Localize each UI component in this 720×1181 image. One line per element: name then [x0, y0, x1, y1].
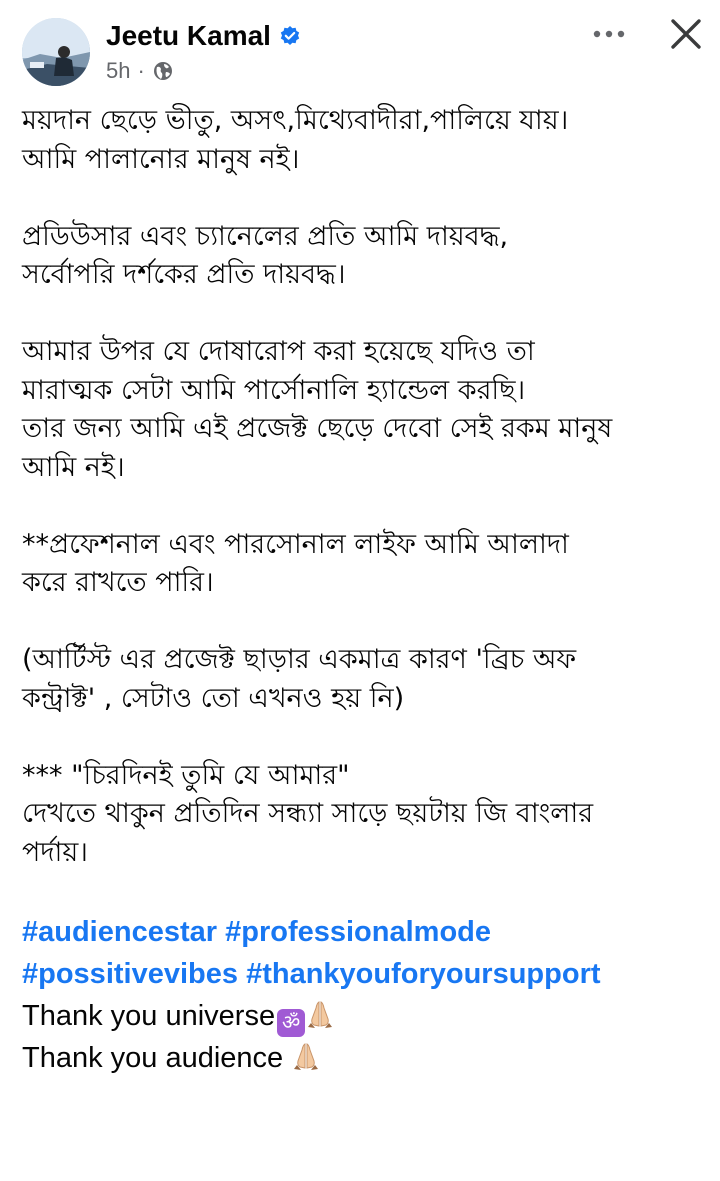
thanks-line-universe [22, 995, 702, 1037]
post-line: করে রাখতে পারি। [22, 567, 214, 598]
meta-separator: · [137, 58, 145, 83]
post-paragraph-2 [22, 218, 702, 295]
avatar[interactable] [22, 18, 90, 86]
post-line: আমার উপর যে দোষারোপ করা হয়েছে যদিও তা [22, 336, 535, 367]
post-body [22, 102, 702, 1079]
post-line: সর্বোপরি দর্শকের প্রতি দায়বদ্ধ। [22, 259, 346, 290]
hashtag-link[interactable]: #possitivevibes [22, 957, 238, 990]
post-line: পর্দায়। [22, 836, 88, 868]
post-line: দেখতে থাকুন প্রতিদিন সন্ধ্যা সাড়ে ছয়টায় জি বাংলার [22, 798, 594, 829]
post-paragraph-5 [22, 641, 702, 718]
post-line: *** "চিরদিনই তুমি যে আমার" [22, 759, 350, 791]
more-options-icon [591, 29, 627, 39]
timestamp[interactable]: 5h [106, 58, 131, 83]
post-paragraph-6 [22, 757, 702, 873]
globe-icon[interactable] [153, 61, 173, 81]
hashtags-line [22, 953, 702, 995]
thanks-text: Thank you universe [22, 999, 276, 1032]
om-emoji-icon: ॐ [277, 1009, 305, 1037]
post-line: (আর্টিস্ট এর প্রজেক্ট ছাড়ার একমাত্র কারণ 'ব্রিচ অফ [22, 644, 577, 675]
hashtag-link[interactable]: #thankyouforyoursupport [246, 957, 601, 990]
hashtag-link[interactable]: #audiencestar [22, 915, 218, 948]
verified-badge-icon [279, 25, 301, 47]
post-line: মারাত্মক সেটা আমি পার্সোনালি হ্যান্ডেল করছি। [22, 374, 526, 406]
post-header [0, 0, 720, 96]
post-paragraph-3 [22, 333, 702, 487]
folded-hands-emoji-icon [305, 999, 335, 1029]
post-line: প্রডিউসার এবং চ্যানেলের প্রতি আমি দায়বদ্ধ, [22, 220, 509, 252]
hashtags-line [22, 911, 702, 953]
more-options-button[interactable] [586, 16, 632, 52]
post-paragraph-4 [22, 526, 702, 603]
thanks-text: Thank you audience [22, 1041, 292, 1074]
close-icon [670, 18, 702, 50]
post-paragraph-1 [22, 102, 702, 179]
post-line: তার জন্য আমি এই প্রজেক্ট ছেড়ে দেবো সেই রকম মানুষ [22, 413, 613, 444]
hashtag-link[interactable]: #professionalmode [225, 915, 492, 948]
post-meta [106, 56, 173, 86]
post-line: ময়দান ছেড়ে ভীতু, অসৎ,মিথ্যেবাদীরা,পালিয়ে যায়। [22, 105, 569, 136]
avatar-photo [22, 18, 90, 86]
post-line: আমি পালানোর মানুষ নই। [22, 143, 300, 175]
post-line: আমি নই। [22, 451, 125, 483]
author-name[interactable]: Jeetu Kamal [106, 20, 271, 51]
thanks-line-audience [22, 1037, 702, 1079]
close-button[interactable] [664, 12, 708, 56]
post-line: **প্রফেশনাল এবং পারসোনাল লাইফ আমি আলাদা [22, 528, 569, 560]
author-row [106, 16, 301, 56]
post-line: কন্ট্রাক্ট' , সেটাও তো এখনও হয় নি) [22, 682, 405, 714]
folded-hands-emoji-icon [291, 1041, 321, 1071]
